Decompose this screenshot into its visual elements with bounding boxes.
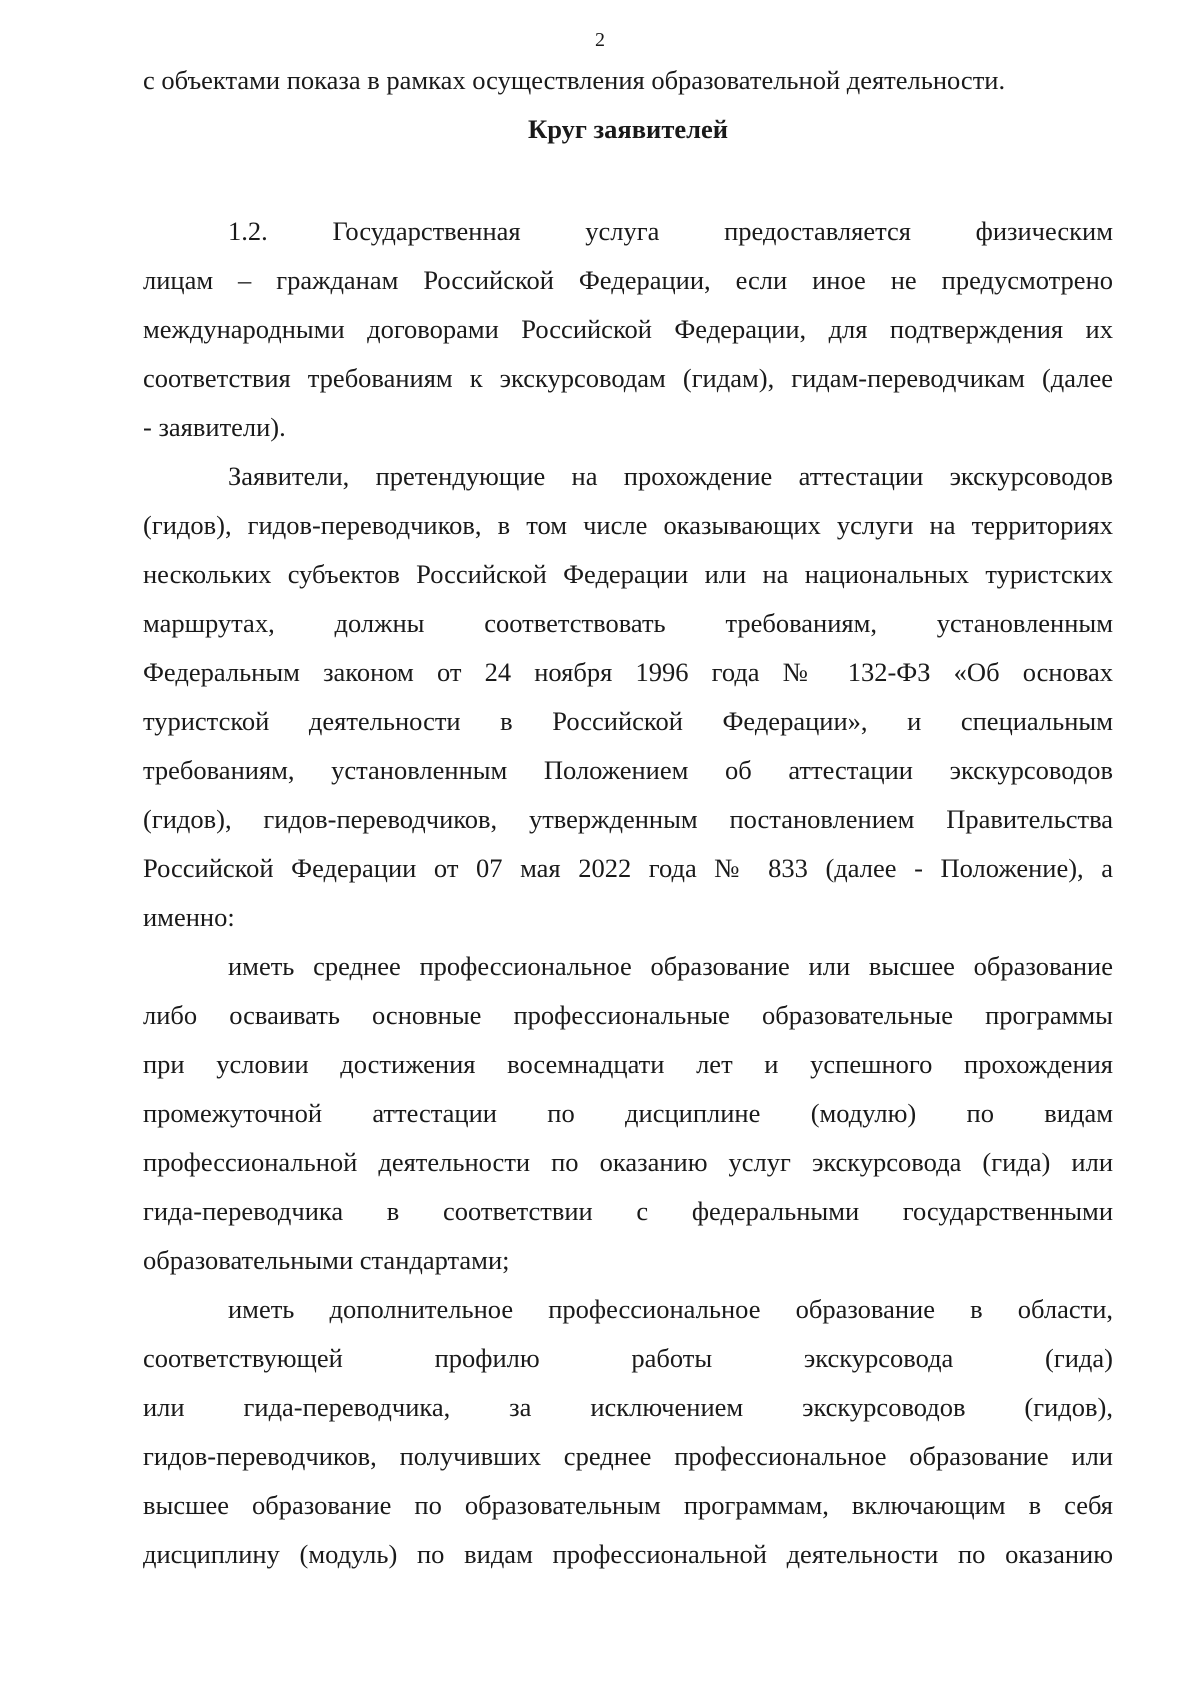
paragraph-line: либо осваивать основные профессиональные образовательные программы — [143, 1000, 1113, 1030]
paragraph-line: иметь среднее профессиональное образование или высшее образование — [228, 951, 1113, 981]
paragraph-line: высшее образование по образовательным программам, включающим в себя — [143, 1490, 1113, 1520]
paragraph-line: - заявители). — [143, 412, 286, 442]
paragraph-line: дисциплину (модуль) по видам профессиональной деятельности по оказанию — [143, 1539, 1113, 1569]
section-heading: Круг заявителей — [527, 114, 728, 144]
paragraph-line: Федеральным законом от 24 ноября 1996 года № 132-ФЗ «Об основах — [143, 657, 1113, 687]
paragraph-line: 1.2. Государственная услуга предоставляется физическим — [228, 216, 1113, 246]
paragraph-line: соответствия требованиям к экскурсоводам (гидам), гидам-переводчикам (далее — [143, 363, 1113, 393]
paragraph-3 — [143, 942, 1113, 1285]
paragraph-line: соответствующей профилю работы экскурсовода (гида) — [143, 1343, 1113, 1373]
paragraph-line: образовательными стандартами; — [143, 1245, 510, 1275]
page-number: 2 — [595, 29, 605, 51]
paragraph-line: нескольких субъектов Российской Федерации или на национальных туристских — [143, 559, 1113, 589]
intro-line: с объектами показа в рамках осуществления образовательной деятельности. — [143, 65, 1006, 95]
paragraph-line: туристской деятельности в Российской Федерации», и специальным — [143, 706, 1113, 736]
paragraph-line: Заявители, претендующие на прохождение аттестации экскурсоводов — [228, 461, 1113, 491]
paragraph-line: лицам – гражданам Российской Федерации, если иное не предусмотрено — [143, 265, 1113, 295]
paragraph-line: Российской Федерации от 07 мая 2022 года № 833 (далее - Положение), а — [143, 853, 1113, 883]
paragraph-1 — [143, 207, 1113, 452]
paragraph-line: именно: — [143, 902, 235, 932]
paragraph-line: международными договорами Российской Федерации, для подтверждения их — [143, 314, 1113, 344]
paragraph-line: гидов-переводчиков, получивших среднее профессиональное образование или — [143, 1441, 1113, 1471]
paragraph-line: маршрутах, должны соответствовать требованиям, установленным — [143, 608, 1113, 638]
document-body — [143, 56, 1113, 1579]
paragraph-line: при условии достижения восемнадцати лет и успешного прохождения — [143, 1049, 1113, 1079]
paragraph-line: иметь дополнительное профессиональное образование в области, — [228, 1294, 1113, 1324]
paragraph-line: или гида-переводчика, за исключением экскурсоводов (гидов), — [143, 1392, 1113, 1422]
paragraph-line: (гидов), гидов-переводчиков, утвержденным постановлением Правительства — [143, 804, 1113, 834]
paragraph-line: (гидов), гидов-переводчиков, в том числе оказывающих услуги на территориях — [143, 510, 1113, 540]
paragraph-line: промежуточной аттестации по дисциплине (модулю) по видам — [143, 1098, 1113, 1128]
paragraph-line: гида-переводчика в соответствии с федеральными государственными — [143, 1196, 1113, 1226]
paragraph-4 — [143, 1285, 1113, 1579]
paragraph-line: профессиональной деятельности по оказанию услуг экскурсовода (гида) или — [143, 1147, 1113, 1177]
paragraph-line: требованиям, установленным Положением об аттестации экскурсоводов — [143, 755, 1113, 785]
paragraph-2 — [143, 452, 1113, 942]
